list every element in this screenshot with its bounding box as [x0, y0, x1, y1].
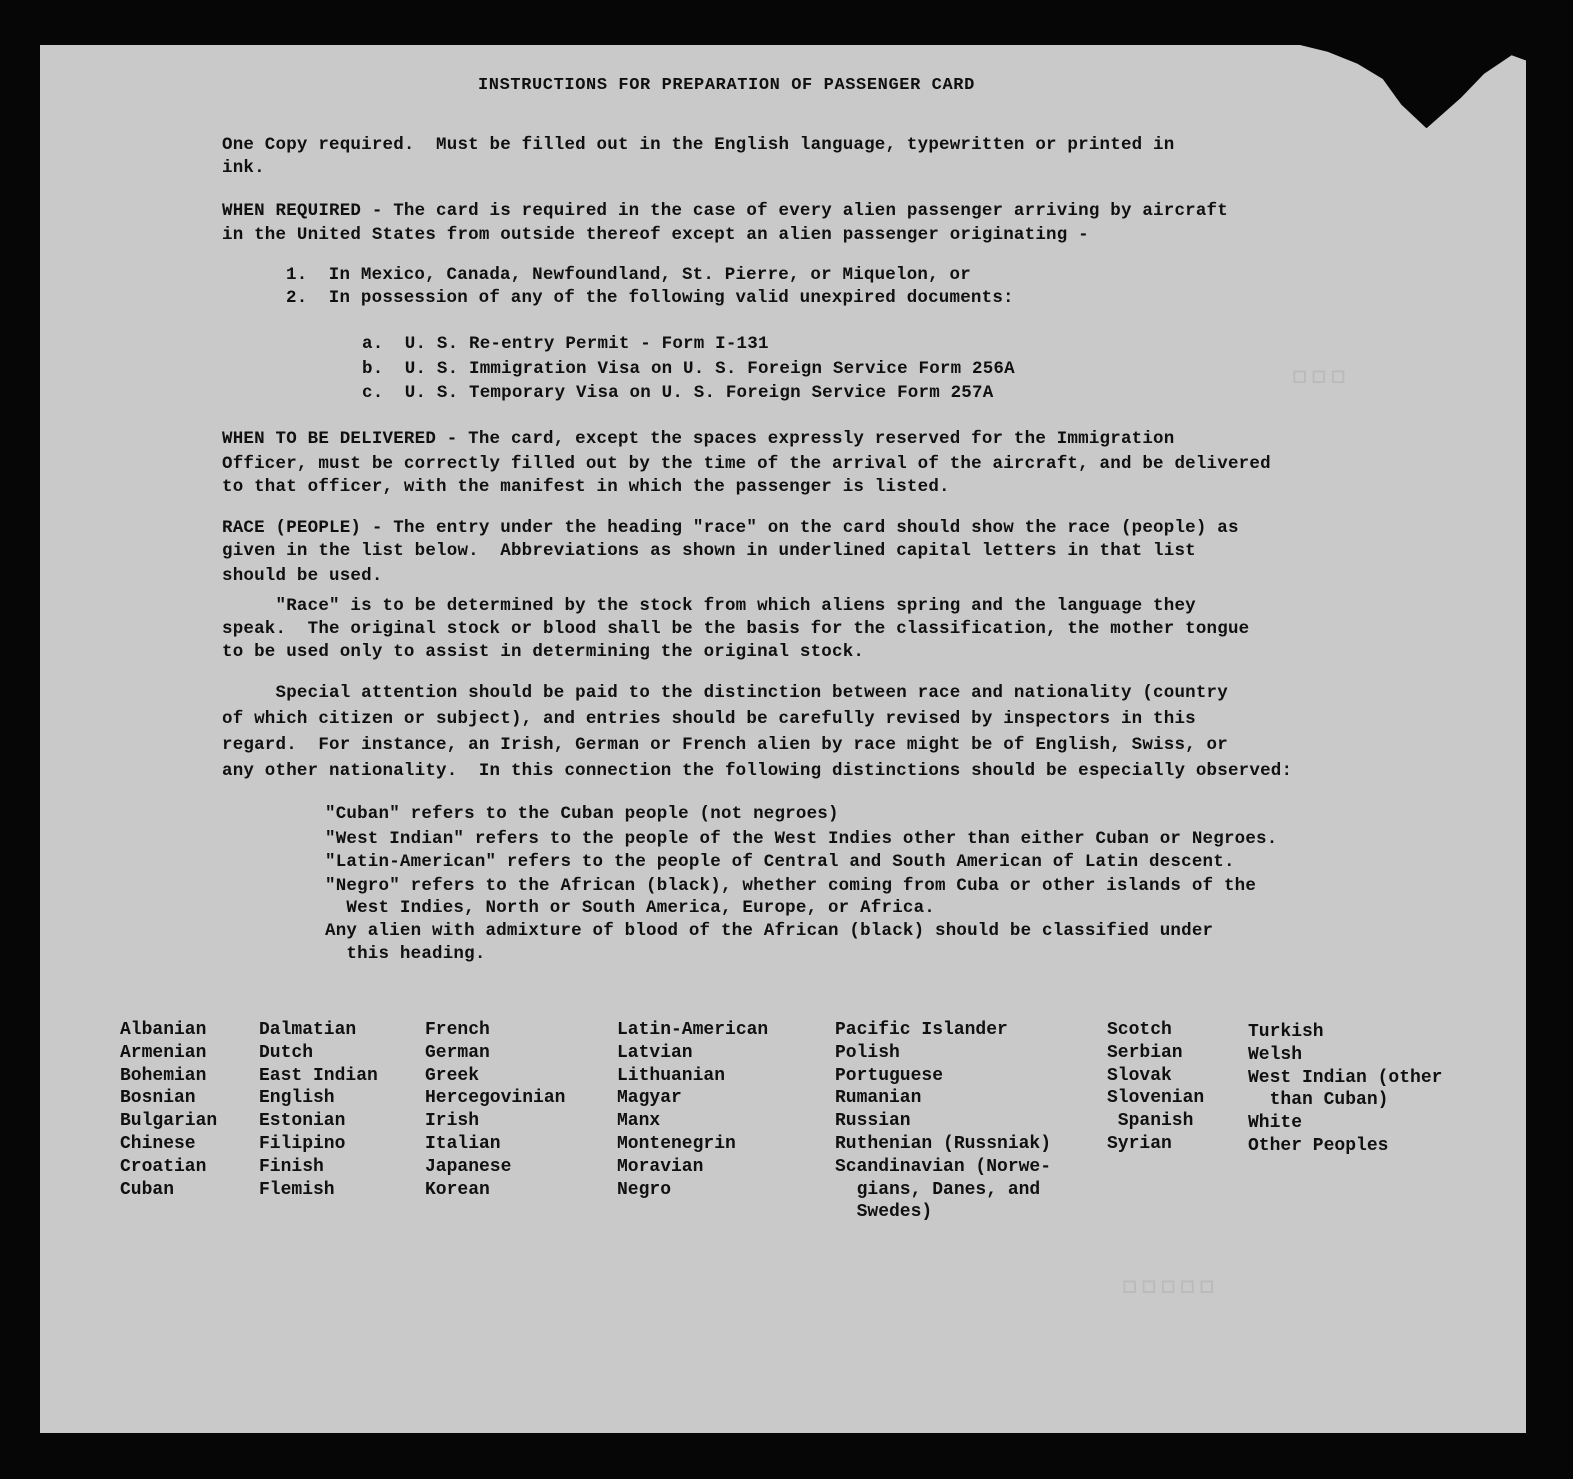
race-entry: Bohemian	[120, 1065, 207, 1086]
distinction-item: "Negro" refers to the African (black), whether coming from Cuba or other islands of the	[325, 876, 1257, 896]
race-entry: gians, Danes, and	[835, 1179, 1041, 1200]
special-attention-line-1: Special attention should be paid to the distinction between race and nationality (country	[222, 683, 1228, 703]
race-entry: Flemish	[259, 1179, 335, 1200]
race-entry: Ruthenian (Russniak)	[835, 1133, 1052, 1154]
document-item: c. U. S. Temporary Visa on U. S. Foreign Service Form 257A	[362, 383, 994, 403]
race-entry: than Cuban)	[1248, 1090, 1389, 1111]
race-entry: English	[259, 1088, 335, 1109]
race-entry: Lithuanian	[617, 1065, 726, 1086]
bleed-through-mark: ▫▫▫	[1290, 355, 1348, 393]
race-entry: Turkish	[1248, 1022, 1324, 1042]
distinction-item: Any alien with admixture of blood of the African (black) should be classified under	[325, 921, 1214, 941]
distinction-item: "Latin-American" refers to the people of Central and South American of Latin descent.	[325, 852, 1235, 872]
race-entry: White	[1248, 1113, 1303, 1134]
race-entry: Scotch	[1107, 1020, 1172, 1040]
race-entry: Armenian	[120, 1042, 207, 1063]
special-attention-line-2: of which citizen or subject), and entries should be carefully revised by inspectors in this	[222, 709, 1196, 729]
race-entry: Spanish	[1107, 1111, 1194, 1132]
race-entry: Negro	[617, 1179, 672, 1200]
race-entry: Bulgarian	[120, 1111, 218, 1132]
when-delivered-line-3: to that officer, with the manifest in which the passenger is listed.	[222, 477, 950, 497]
document-title: INSTRUCTIONS FOR PREPARATION OF PASSENGER CARD	[478, 76, 975, 95]
race-definition-line-1: "Race" is to be determined by the stock from which aliens spring and the language they	[222, 596, 1196, 616]
race-entry: Hercegovinian	[425, 1088, 566, 1109]
race-entry: Pacific Islander	[835, 1020, 1008, 1040]
race-entry: West Indian (other	[1248, 1067, 1443, 1088]
race-entry: Montenegrin	[617, 1133, 736, 1154]
special-attention-line-4: any other nationality. In this connection the following distinctions should be especially observed:	[222, 761, 1293, 781]
race-people-line-3: should be used.	[222, 566, 383, 586]
condition-item: 2. In possession of any of the following valid unexpired documents:	[286, 288, 1014, 308]
race-entry: German	[425, 1042, 490, 1063]
race-entry: Magyar	[617, 1088, 682, 1109]
race-entry: Portuguese	[835, 1065, 944, 1086]
race-definition-line-2: speak. The original stock or blood shall be the basis for the classification, the mother tongue	[222, 619, 1250, 639]
document-item: b. U. S. Immigration Visa on U. S. Foreign Service Form 256A	[362, 359, 1015, 379]
race-column-1	[120, 1019, 217, 1201]
race-entry: Other Peoples	[1248, 1135, 1389, 1156]
when-delivered-line-2: Officer, must be correctly filled out by the time of the arrival of the aircraft, and be delivered	[222, 454, 1271, 474]
race-column-6	[1107, 1019, 1204, 1156]
race-column-2	[259, 1019, 378, 1201]
race-people-line-1: RACE (PEOPLE) - The entry under the heading "race" on the card should show the race (people) as	[222, 518, 1239, 538]
race-column-4	[617, 1019, 768, 1201]
race-entry: Latvian	[617, 1042, 693, 1063]
race-entry: Syrian	[1107, 1133, 1172, 1154]
intro-line-1: One Copy required. Must be filled out in the English language, typewritten or printed in	[222, 135, 1175, 155]
race-entry: East Indian	[259, 1065, 378, 1086]
race-entry: Finish	[259, 1156, 324, 1177]
race-entry: Swedes)	[835, 1202, 933, 1223]
race-entry: Russian	[835, 1111, 911, 1132]
race-entry: Estonian	[259, 1111, 346, 1132]
race-column-3	[425, 1019, 565, 1201]
race-entry: Korean	[425, 1179, 490, 1200]
race-entry: Serbian	[1107, 1042, 1183, 1063]
race-column-7	[1248, 1021, 1442, 1158]
race-people-line-2: given in the list below. Abbreviations as shown in underlined capital letters in that list	[222, 541, 1196, 561]
special-attention-line-3: regard. For instance, an Irish, German or French alien by race might be of English, Swiss, or	[222, 735, 1228, 755]
when-required-line-1: WHEN REQUIRED - The card is required in the case of every alien passenger arriving by aircraft	[222, 201, 1228, 221]
race-entry: Slovenian	[1107, 1088, 1205, 1109]
distinction-item: "West Indian" refers to the people of the West Indies other than either Cuban or Negroes.	[325, 829, 1278, 849]
race-entry: Slovak	[1107, 1065, 1172, 1086]
intro-line-2: ink.	[222, 158, 265, 178]
race-entry: Rumanian	[835, 1088, 922, 1109]
race-definition-line-3: to be used only to assist in determining the original stock.	[222, 642, 865, 662]
race-entry: Filipino	[259, 1133, 346, 1154]
race-entry: Polish	[835, 1042, 900, 1063]
race-entry: Albanian	[120, 1020, 207, 1040]
race-entry: French	[425, 1020, 490, 1040]
when-delivered-line-1: WHEN TO BE DELIVERED - The card, except the spaces expressly reserved for the Immigration	[222, 429, 1175, 449]
when-required-line-2: in the United States from outside thereof except an alien passenger originating -	[222, 225, 1089, 245]
distinction-item: "Cuban" refers to the Cuban people (not negroes)	[325, 804, 839, 824]
race-entry: Bosnian	[120, 1088, 196, 1109]
race-entry: Croatian	[120, 1156, 207, 1177]
race-entry: Latin-American	[617, 1020, 769, 1040]
race-entry: Dutch	[259, 1042, 314, 1063]
race-column-5	[835, 1019, 1051, 1224]
race-entry: Greek	[425, 1065, 480, 1086]
race-entry: Dalmatian	[259, 1020, 357, 1040]
race-entry: Scandinavian (Norwe-	[835, 1156, 1052, 1177]
distinction-item: West Indies, North or South America, Europe, or Africa.	[325, 898, 935, 918]
race-entry: Manx	[617, 1111, 661, 1132]
distinction-item: this heading.	[325, 944, 486, 964]
race-entry: Italian	[425, 1133, 501, 1154]
race-entry: Japanese	[425, 1156, 512, 1177]
condition-item: 1. In Mexico, Canada, Newfoundland, St. Pierre, or Miquelon, or	[286, 265, 971, 285]
race-entry: Welsh	[1248, 1044, 1303, 1065]
document-item: a. U. S. Re-entry Permit - Form I-131	[362, 334, 769, 354]
race-entry: Irish	[425, 1111, 480, 1132]
race-entry: Moravian	[617, 1156, 704, 1177]
race-entry: Chinese	[120, 1133, 196, 1154]
bleed-through-mark: ▫▫▫▫▫	[1120, 1265, 1217, 1303]
race-entry: Cuban	[120, 1179, 175, 1200]
